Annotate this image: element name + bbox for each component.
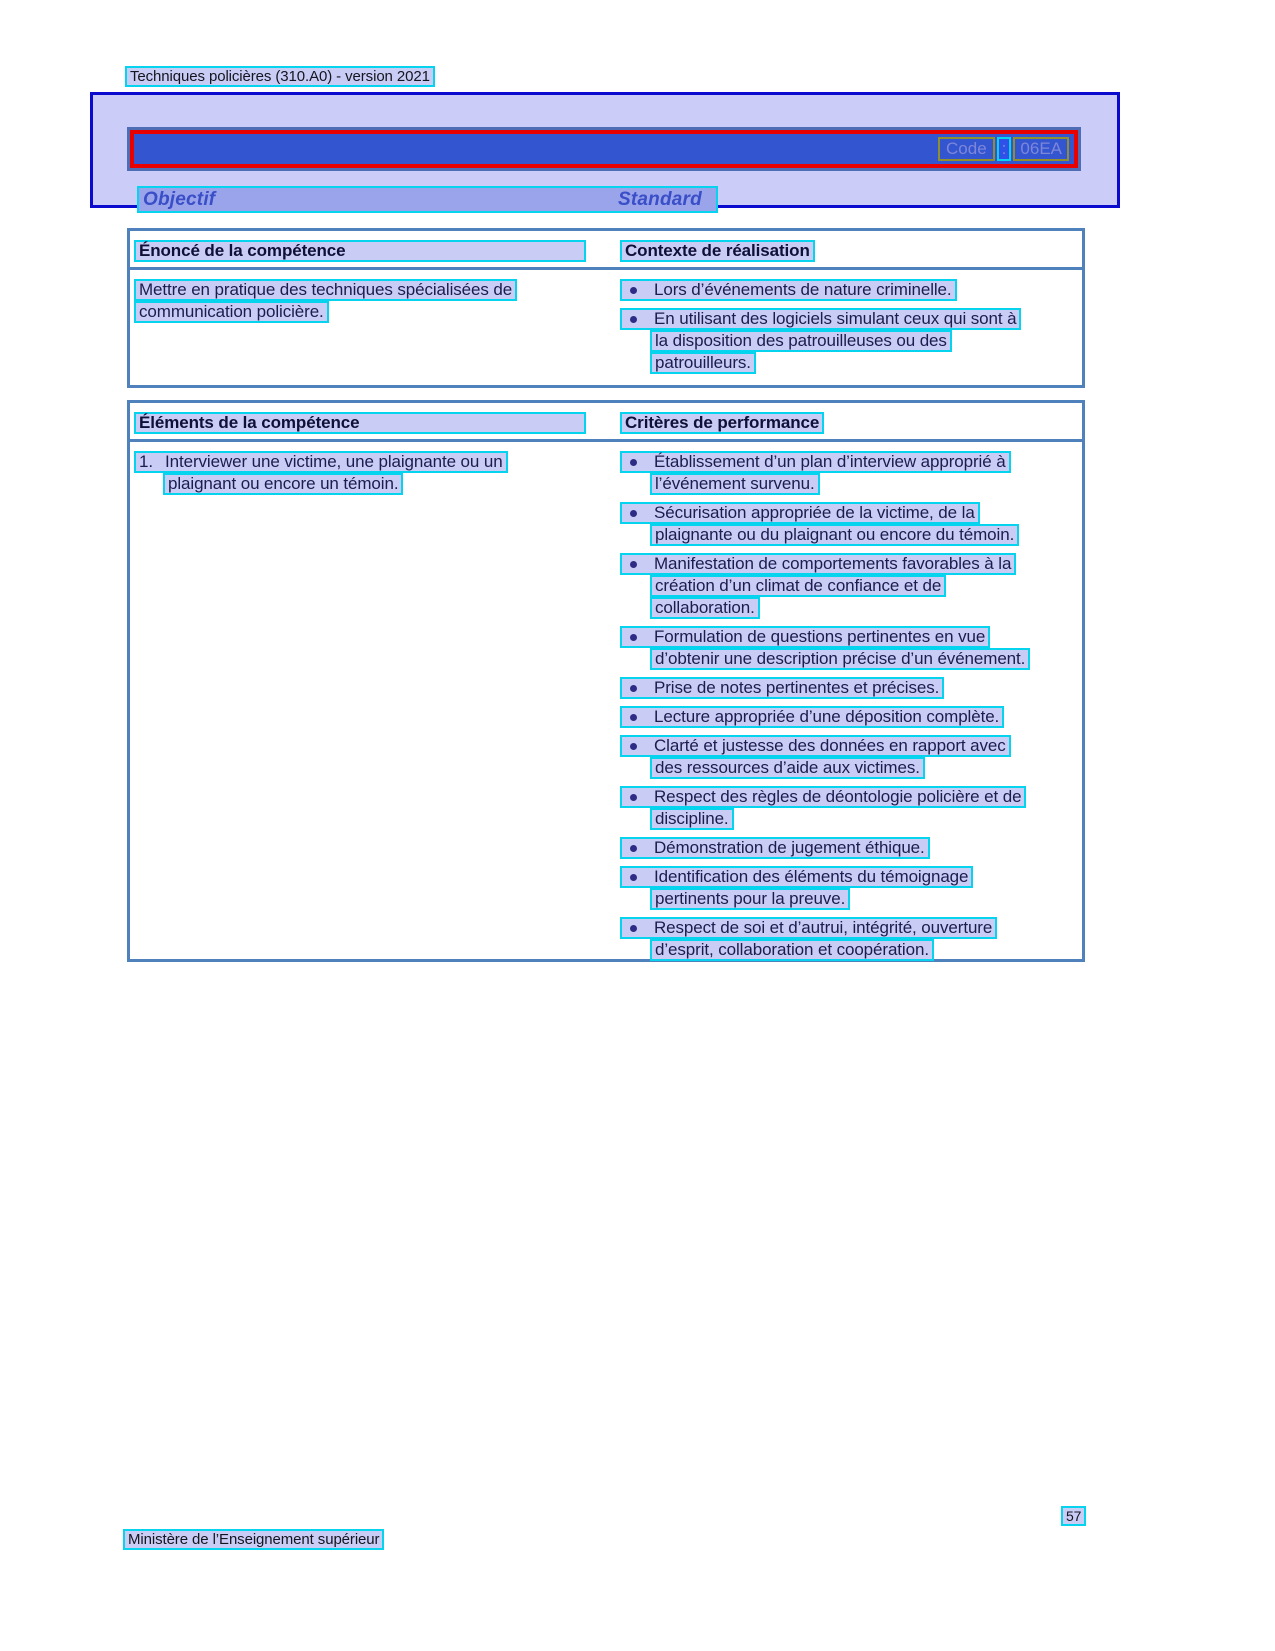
criteria-cell [616,451,1082,968]
criteria-bullet [620,866,1082,910]
element-number: 1. [139,452,153,471]
statement-cell [130,279,616,381]
code-banner [130,130,1078,168]
elements-table-body [130,442,1082,968]
elements-left-header: Éléments de la compétence [134,412,586,434]
context-bullet [620,308,1082,374]
text-line: pertinents pour la preuve. [650,888,850,910]
text-line: d’esprit, collaboration et coopération. [650,939,934,961]
text-line: Respect des règles de déontologie policière et de [654,787,1022,806]
text-line: Sécurisation appropriée de la victime, de la [654,503,975,522]
bullet-icon [630,459,637,466]
code-separator: : [997,137,1012,161]
criteria-bullet [620,917,1082,961]
header-cell-left [130,240,616,262]
text-line: Lecture appropriée d’une déposition complète. [654,707,1000,726]
competence-right-header: Contexte de réalisation [620,240,815,262]
criteria-bullet [620,553,1082,619]
context-cell [616,279,1082,381]
text-line: Établissement d’un plan d’interview approprié à [654,452,1006,471]
text-line: patrouilleurs. [650,352,756,374]
text-line: Identification des éléments du témoignage [654,867,969,886]
elements-right-header: Critères de performance [620,412,824,434]
text-line: Clarté et justesse des données en rapport avec [654,736,1006,755]
text-line: discipline. [650,808,734,830]
page-number: 57 [1061,1506,1086,1526]
code-label: Code [938,137,995,161]
context-bullet [620,279,1082,301]
text-line: Lors d’événements de nature criminelle. [654,280,952,299]
elements-table [127,400,1085,962]
criteria-bullet [620,626,1082,670]
text-line: En utilisant des logiciels simulant ceux qui sont à [654,309,1017,328]
bullet-icon [630,714,637,721]
code-value: 06EA [1013,137,1069,161]
text-line: des ressources d’aide aux victimes. [650,757,925,779]
bullet-icon [630,316,637,323]
text-line: Interviewer une victime, une plaignante ou un [165,452,503,471]
text-line: d’obtenir une description précise d’un événement. [650,648,1030,670]
program-title: Techniques policières (310.A0) - version 2021 [125,66,435,87]
text-line: Manifestation de comportements favorables à la [654,554,1012,573]
bullet-icon [630,510,637,517]
criteria-bullet [620,677,1082,699]
competence-table-body [130,270,1082,381]
criteria-bullet [620,837,1082,859]
competence-table-header [130,231,1082,267]
text-line: Respect de soi et d’autrui, intégrité, ouverture [654,918,993,937]
header-cell-left [130,412,616,434]
competence-left-header: Énoncé de la compétence [134,240,586,262]
header-cell-right [616,240,1082,262]
standard-heading: Standard [618,189,702,210]
elements-table-header [130,403,1082,439]
criteria-bullet [620,706,1082,728]
text-line: plaignante ou du plaignant ou encore du témoin. [650,524,1019,546]
text-line: la disposition des patrouilleuses ou des [650,330,952,352]
text-line: Prise de notes pertinentes et précises. [654,678,940,697]
text-line: Formulation de questions pertinentes en vue [654,627,986,646]
bullet-icon [630,743,637,750]
text-line: l’événement survenu. [650,473,820,495]
element-cell [130,451,616,968]
criteria-bullet [620,502,1082,546]
header-cell-right [616,412,1082,434]
bullet-icon [630,845,637,852]
text-line: plaignant ou encore un témoin. [163,473,403,495]
bullet-icon [630,561,637,568]
ministry-footer: Ministère de l’Enseignement supérieur [123,1529,384,1550]
text-line: création d’un climat de confiance et de [650,575,946,597]
text-line: collaboration. [650,597,760,619]
objectif-standard-row [137,186,718,213]
text-line: Démonstration de jugement éthique. [654,838,925,857]
bullet-icon [630,925,637,932]
bullet-icon [630,685,637,692]
bullet-icon [630,634,637,641]
bullet-icon [630,794,637,801]
criteria-bullet [620,735,1082,779]
text-line: communication policière. [134,301,329,323]
bullet-icon [630,287,637,294]
text-line: Mettre en pratique des techniques spécialisées de [134,279,517,301]
criteria-bullet [620,786,1082,830]
competence-table [127,228,1085,388]
criteria-bullet [620,451,1082,495]
bullet-icon [630,874,637,881]
objectif-heading: Objectif [143,189,216,210]
